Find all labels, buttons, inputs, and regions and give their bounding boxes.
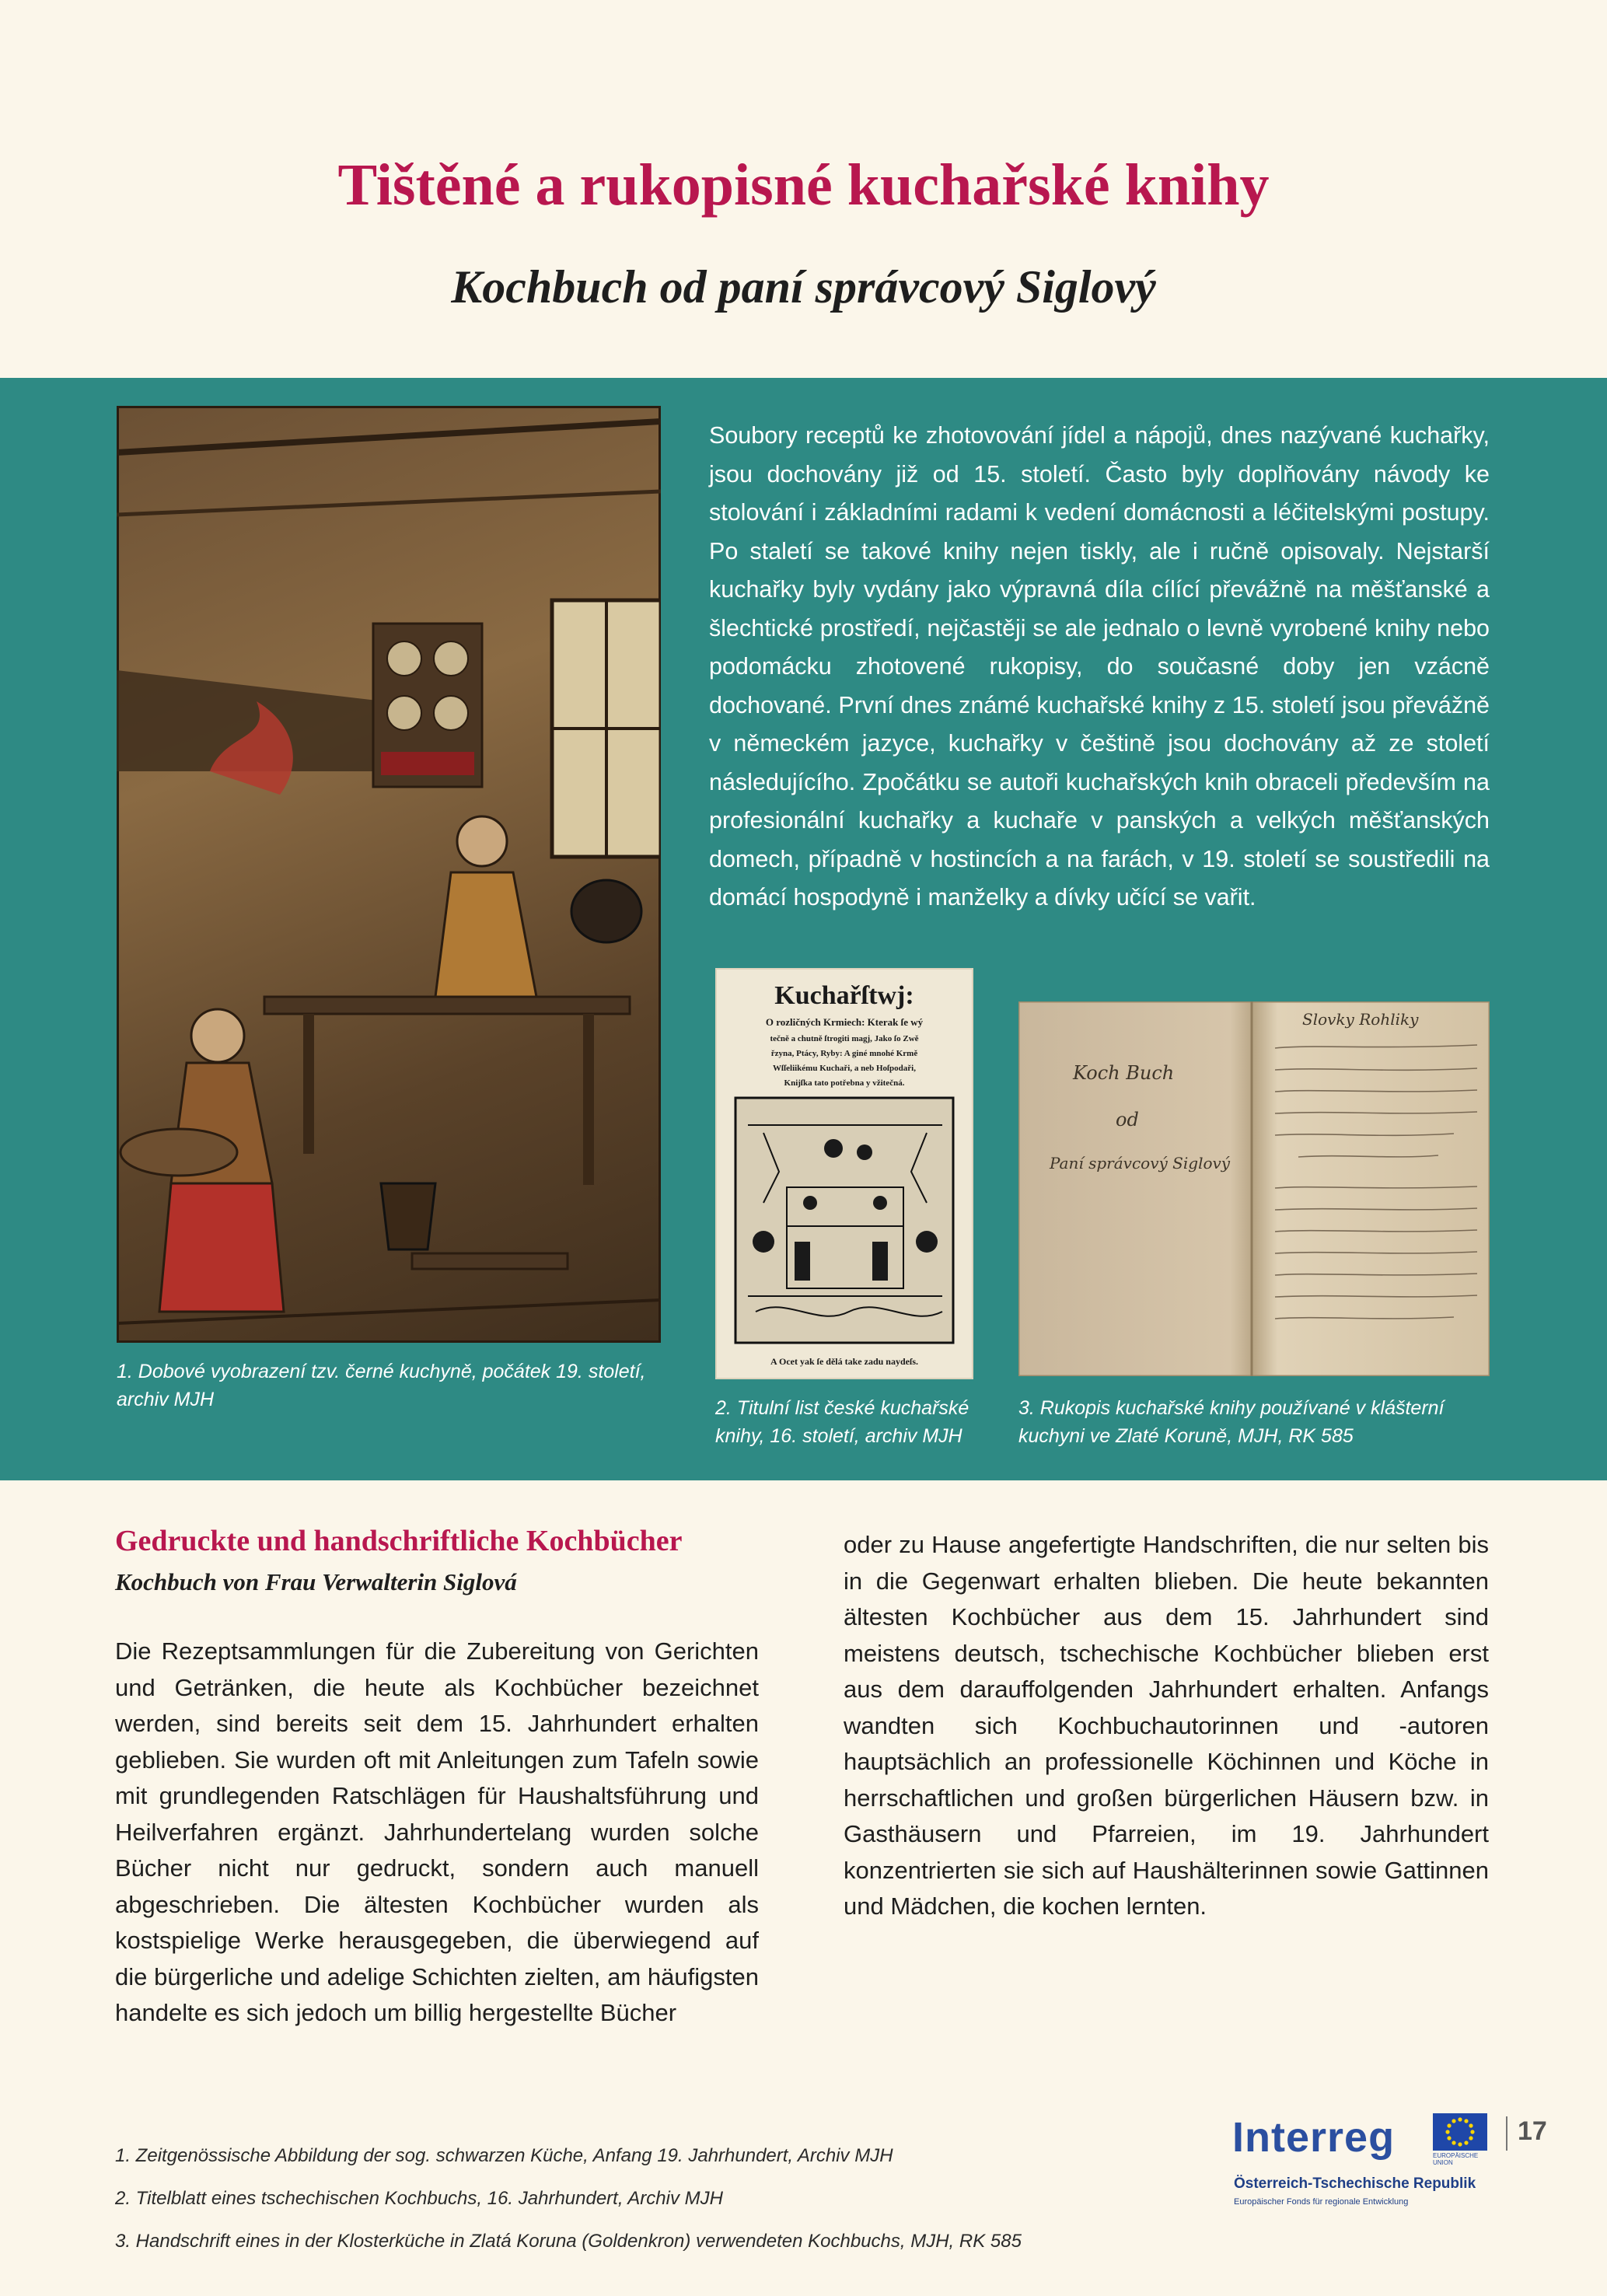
- titlepage-line-1: Kuchařſtwj:: [774, 981, 914, 1010]
- program-name: Österreich-Tschechische Republik: [1234, 2175, 1476, 2192]
- german-text-column-2: oder zu Hause angefertigte Handschriften, die nur selten bis in die Gegenwart erhalten blieben. Die heute bekannten ältesten Kochbücher aus dem 15. Jahrhundert sind meistens deutsch, tschechische Kochbücher blieben erst aus dem darauffolgenden Jahrhundert erhalten. Anfangs wandten sich Kochbuchautorinnen und -autoren hauptsächlich an professionelle Köchinnen und Köche in herrschaftlichen und großen bürgerlichen Häusern bzw. in Gasthäusern und Pfarreien, im 19. Jahrhundert konzentrierten sie sich auf Haushälterinnen sowie Gattinnen und Mädchen, die kochen lernten.: [844, 1531, 1489, 1920]
- interreg-logo: [1232, 2113, 1489, 2238]
- kitchen-engraving-image: [117, 406, 661, 1343]
- page-number-divider: [1506, 2116, 1507, 2151]
- titlepage-line-6: Knijſka tato potřebna y vžitečná.: [784, 1078, 905, 1088]
- czech-body-text: Soubory receptů ke zhotovování jídel a nápojů, dnes nazývané kuchařky, jsou dochovány již od 15. století. Často byly doplňovány návody ke stolování i základními radami k vedení domácnosti a léčitelskými postupy. Po staletí se takové knihy nejen tiskly, ale i ručně opisovaly. Nejstarší kuchařky byly vydány jako výpravná díla cílící převážně na měšťanské a šlechtické prostředí, nejčastěji se ale jednalo o levně vyrobené knihy nebo podomácku zhotovené rukopisy, do současné doby jen vzácně dochované. První dnes známé kuchařské knihy z 15. století jsou převážně v německém jazyce, kuchařky v češtině jsou dochovány až ze století následujícího. Zpočátku se autoři kuchařských knih obraceli především na profesionální kuchařky a kuchaře v panských a velkých měšťanských domech, případně v hostincích a na farách, v 19. století se soustředili na domácí hospodyně i manželky a dívky učící se vařit.: [709, 422, 1490, 910]
- german-subheading: Kochbuch von Frau Verwalterin Siglová: [115, 1568, 517, 1595]
- footnote-2: 2. Titelblatt eines tschechischen Kochbuchs, 16. Jahrhundert, Archiv MJH: [115, 2188, 723, 2209]
- caption-2: 2. Titulní list české kuchařské knihy, 16. století, archiv MJH: [715, 1397, 969, 1447]
- manuscript-title-line-2: od: [1116, 1109, 1139, 1131]
- titlepage-line-5: Wſſeliikému Kuchaři, a neb Hoſpodaři,: [773, 1064, 916, 1073]
- german-text-column-1: Die Rezeptsammlungen für die Zubereitung von Gerichten und Getränken, die heute als Kochbücher bezeichnet werden, sind bereits seit dem 15. Jahrhundert erhalten geblieben. Sie wurden oft mit Anleitungen zum Tafeln sowie mit grundlegenden Ratschlägen für Haushaltsführung und Heilverfahren ergänzt. Jahrhundertelang wurden solche Bücher nicht nur gedruckt, sondern auch manuell abgeschrieben. Die ältesten Kochbücher wurden als kostspielige Werke herausgegeben, die überwiegend auf die bürgerliche und adelige Schichten zielten, am häufigsten handelte es sich jedoch um billig hergestellte Bücher: [115, 1637, 759, 2026]
- eu-flag-icon: [1433, 2113, 1487, 2151]
- printed-titlepage-image: [715, 968, 973, 1379]
- page-subtitle: Kochbuch od paní správcový Siglový: [451, 261, 1156, 313]
- titlepage-line-2: O rozličných Krmiech: Kterak ſe wý: [765, 1016, 924, 1028]
- titlepage-footer-line: A Ocet yak ſe dělá take zadu naydeſs.: [770, 1356, 919, 1367]
- caption-1: 1. Dobové vyobrazení tzv. černé kuchyně, počátek 19. století, archiv MJH: [117, 1361, 646, 1410]
- manuscript-right-heading: Slovky Rohliky: [1302, 1010, 1419, 1029]
- manuscript-title-line-3: Paní správcový Siglový: [1050, 1154, 1231, 1172]
- caption-3: 3. Rukopis kuchařské knihy používané v klášterní kuchyni ve Zlaté Koruně, MJH, RK 585: [1018, 1397, 1445, 1447]
- eu-label: EUROPÄISCHE UNION: [1433, 2152, 1479, 2166]
- interreg-wordmark: Interreg: [1232, 2114, 1396, 2161]
- fund-name: Europäischer Fonds für regionale Entwicklung: [1234, 2197, 1409, 2207]
- titlepage-line-3: tečně a chutně ſtrogiti magj, Jako ſo Zwě: [770, 1034, 919, 1043]
- manuscript-image: [1018, 1001, 1490, 1376]
- page-title: Tištěné a rukopisné kuchařské knihy: [337, 152, 1270, 218]
- footnote-1: 1. Zeitgenössische Abbildung der sog. schwarzen Küche, Anfang 19. Jahrhundert, Archiv MJH: [115, 2145, 893, 2166]
- titlepage-line-4: řzyna, Ptácy, Ryby: A giné mnohé Krmě: [770, 1049, 918, 1058]
- footnote-3: 3. Handschrift eines in der Klosterküche in Zlatá Koruna (Goldenkron) verwendeten Kochbuchs, MJH, RK 585: [115, 2231, 1022, 2252]
- manuscript-title-line-1: Koch Buch: [1073, 1062, 1175, 1084]
- german-heading: Gedruckte und handschriftliche Kochbücher: [115, 1525, 683, 1557]
- page-number: 17: [1518, 2116, 1547, 2146]
